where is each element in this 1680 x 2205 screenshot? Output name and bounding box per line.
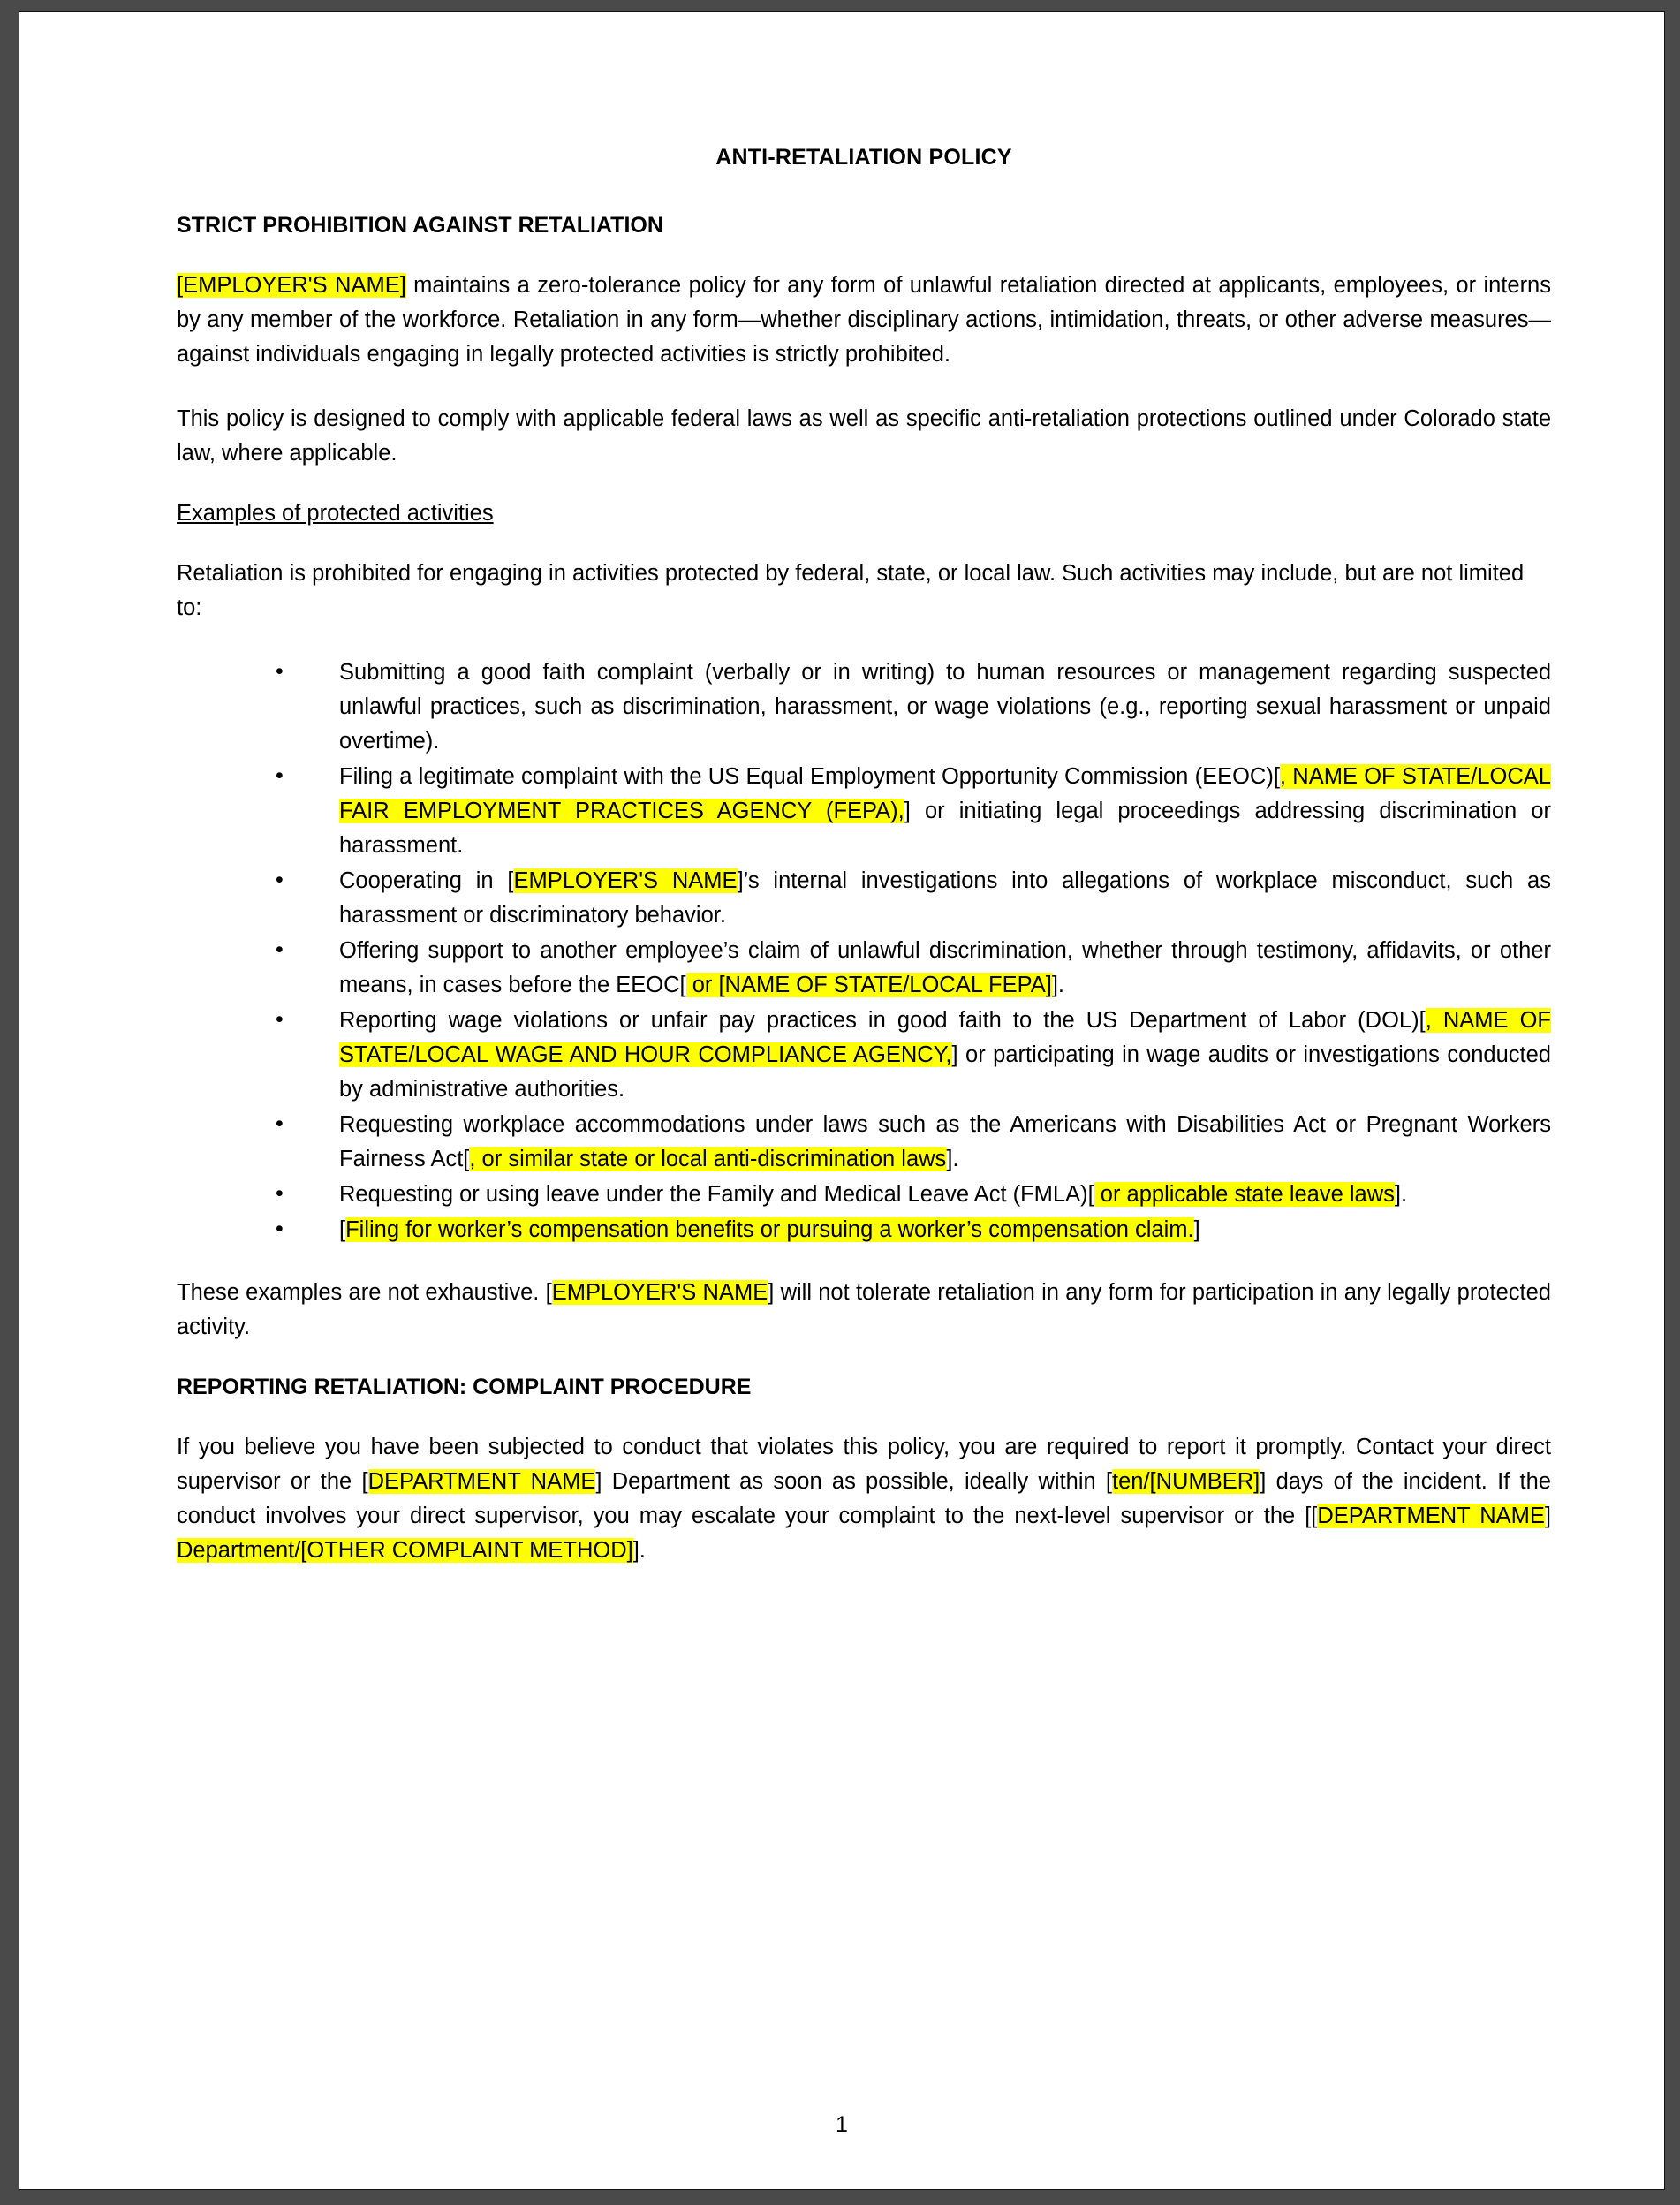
placeholder-fepa-agency: , NAME OF STATE/LOCAL FAIR EMPLOYMENT PRACTICES AGENCY (FEPA), [339, 764, 1551, 823]
placeholder-other-complaint-method: Department/[OTHER COMPLAINT METHOD] [177, 1538, 633, 1563]
list-item [276, 1108, 1551, 1177]
paragraph-not-exhaustive-after: ] will not tolerate retaliation in any form for participation in any legally protected activity. [177, 1280, 1551, 1339]
placeholder-similar-state-laws: , or similar state or local anti-discrimination laws [469, 1147, 947, 1171]
bullet-text-5a: Reporting wage violations or unfair pay practices in good faith to the US Department of Labor (DOL)[ [339, 1008, 1426, 1033]
page-title [177, 145, 1551, 170]
paragraph-compliance: This policy is designed to comply with applicable federal laws as well as specific anti-retaliation protections outlined under Colorado state law, where applicable. [177, 406, 1551, 466]
list-protected-activities [177, 655, 1551, 1247]
bullet-text-8a: [ [339, 1217, 346, 1242]
heading-reporting-retaliation: REPORTING RETALIATION: COMPLAINT PROCEDURE [177, 1375, 752, 1399]
placeholder-wage-hour-agency: , NAME OF STATE/LOCAL WAGE AND HOUR COMPLIANCE AGENCY, [339, 1008, 1551, 1067]
placeholder-employer-name-2: EMPLOYER'S NAME [513, 868, 738, 893]
heading-strict-prohibition: STRICT PROHIBITION AGAINST RETALIATION [177, 213, 663, 238]
complaint-text-1: If you believe you have been subjected to conduct that violates this policy, you are required to report it promptly. Contact your direct supervisor or the [ [177, 1435, 1551, 1494]
bullet-text-1: Submitting a good faith complaint (verbally or in writing) to human resources or management regarding suspected unlawful practices, such as discrimination, harassment, or wage violations (e.g., reporting sexual harassment or unpaid overtime). [339, 660, 1551, 754]
bullet-text-3c: ]’s internal investigations into allegations of workplace misconduct, such as harassment or discriminatory behavior. [339, 868, 1551, 928]
bullet-text-5c: ] or participating in wage audits or investigations conducted by administrative authorities. [339, 1042, 1551, 1102]
placeholder-state-leave-laws: or applicable state leave laws [1094, 1182, 1395, 1207]
paragraph-complaint-procedure [177, 1430, 1551, 1568]
document-page [19, 12, 1664, 2189]
placeholder-workers-comp: Filing for worker’s compensation benefits or pursuing a worker’s compensation claim. [345, 1217, 1194, 1242]
bullet-text-6a: Requesting workplace accommodations under laws such as the Americans with Disabilities Act or Pregnant Workers Fairness Act[ [339, 1112, 1551, 1171]
paragraph-not-exhaustive-before: These examples are not exhaustive. [ [177, 1280, 552, 1305]
bullet-text-4a: Offering support to another employee’s claim of unlawful discrimination, whether through testimony, affidavits, or other means, in cases before the EEOC[ [339, 938, 1551, 997]
bullet-text-8c: ] [1193, 1217, 1200, 1242]
page-number: 1 [836, 2112, 848, 2137]
bullet-text-3a: Cooperating in [ [339, 868, 514, 893]
bullet-text-2c: ] or initiating legal proceedings addressing discrimination or harassment. [339, 799, 1551, 858]
placeholder-number-days: ten/[NUMBER] [1112, 1469, 1260, 1494]
placeholder-employer-name-3: EMPLOYER'S NAME [551, 1280, 768, 1305]
bullet-text-6c: ]. [946, 1147, 959, 1171]
bullet-text-7c: ]. [1394, 1182, 1408, 1207]
complaint-text-4: ] [1544, 1504, 1551, 1528]
complaint-text-2: ] Department as soon as possible, ideally within [ [595, 1469, 1113, 1494]
paragraph-protected-activities-intro: Retaliation is prohibited for engaging in activities protected by federal, state, or local law. Such activities may include, but are not limited to: [177, 561, 1525, 620]
list-item [276, 864, 1551, 933]
list-item [276, 1213, 1551, 1247]
bullet-text-4c: ]. [1051, 973, 1065, 997]
doc-title-text: ANTI-RETALIATION POLICY [715, 145, 1012, 170]
paragraph-not-exhaustive [177, 1276, 1551, 1345]
paragraph-zero-tolerance [177, 269, 1551, 372]
list-item [276, 934, 1551, 1003]
list-item [276, 1178, 1551, 1212]
complaint-text-5: ]. [632, 1538, 646, 1563]
placeholder-employer-name-1: [EMPLOYER'S NAME] [177, 273, 406, 298]
placeholder-state-local-fepa: or [NAME OF STATE/LOCAL FEPA] [685, 973, 1052, 997]
complaint-text-3: ] days of the incident. If the conduct involves your direct supervisor, you may escalate your complaint to the next-level supervisor or the [[ [177, 1469, 1551, 1528]
heading-examples-protected-activities: Examples of protected activities [177, 501, 494, 526]
bullet-text-2a: Filing a legitimate complaint with the US Equal Employment Opportunity Commission (EEOC)[ [339, 764, 1280, 789]
list-item [276, 760, 1551, 863]
list-item [276, 655, 1551, 759]
paragraph-zero-tolerance-text: maintains a zero-tolerance policy for any form of unlawful retaliation directed at applicants, employees, or interns by any member of the workforce. Retaliation in any form—whether disciplinary actions, intimidation, threats, or other adverse measures—against individuals engaging in legally protected activities is strictly prohibited. [177, 273, 1551, 367]
list-item [276, 1004, 1551, 1107]
placeholder-department-name-1: DEPARTMENT NAME [367, 1469, 596, 1494]
bullet-text-7a: Requesting or using leave under the Family and Medical Leave Act (FMLA)[ [339, 1182, 1094, 1207]
placeholder-department-name-2: DEPARTMENT NAME [1317, 1504, 1545, 1528]
